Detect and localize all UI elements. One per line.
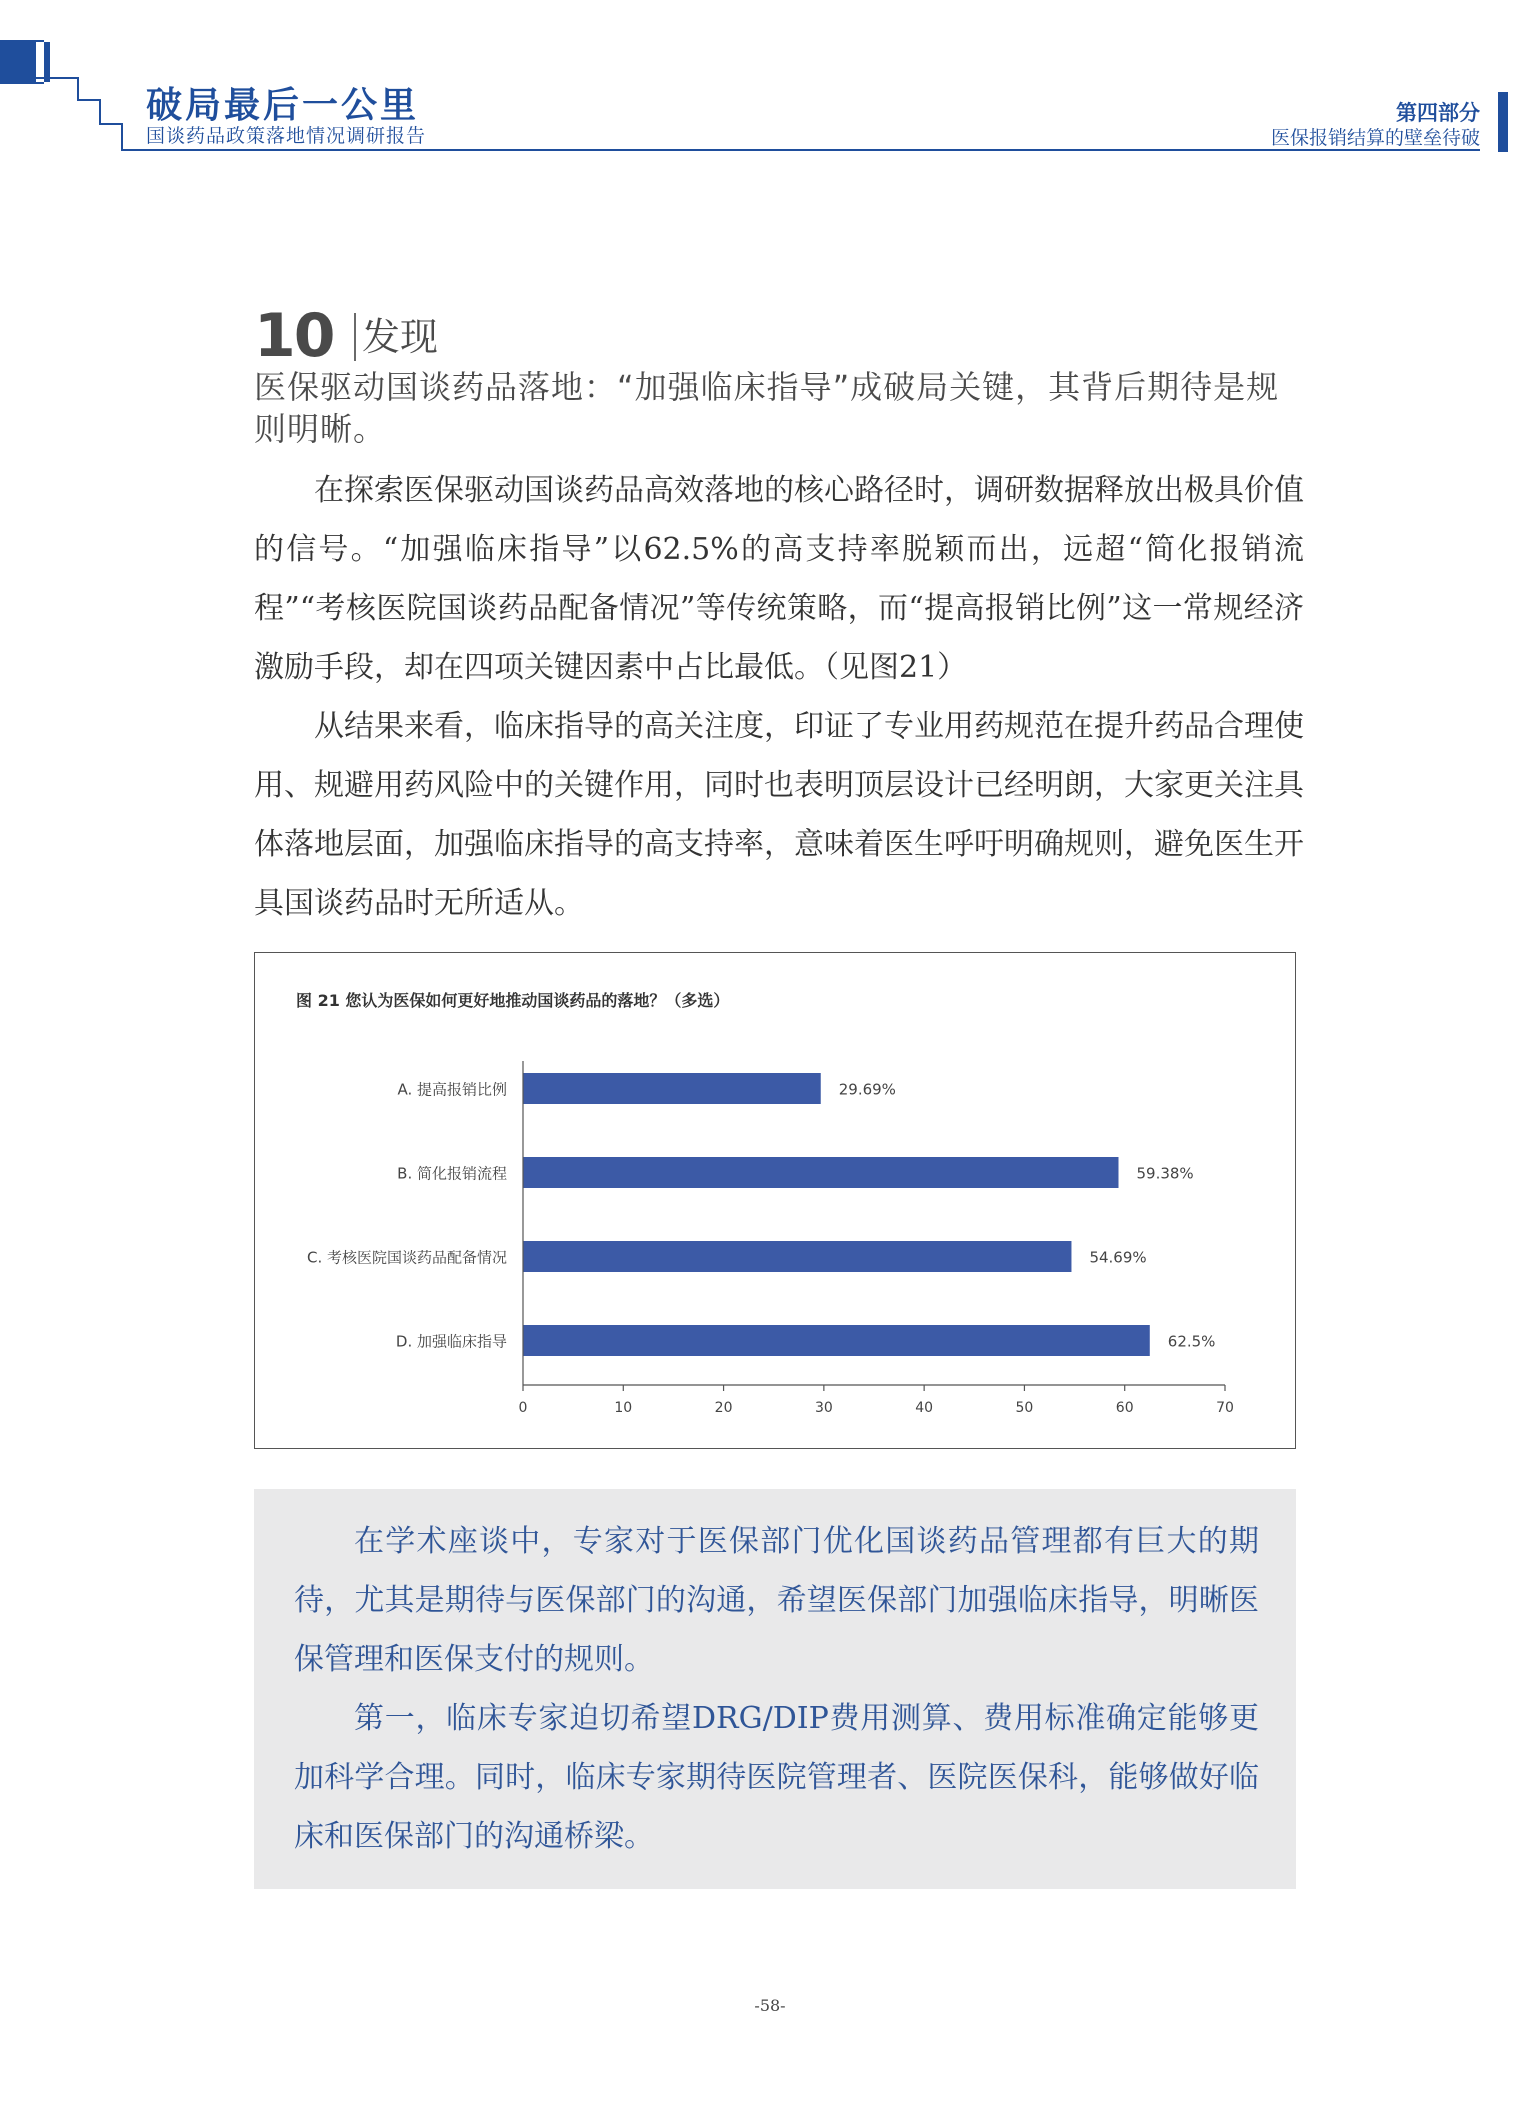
x-tick-label: 40	[915, 1400, 934, 1416]
bar	[523, 1325, 1150, 1356]
x-tick-label: 50	[1015, 1400, 1034, 1416]
note-paragraph-2: 第一，临床专家迫切希望DRG/DIP费用测算、费用标准确定能够更加科学合理。同时，临床专家期待医院管理者、医院医保科，能够做好临床和医保部门的沟通桥梁。	[294, 1701, 1259, 1854]
header-subtitle: 国谈药品政策落地情况调研报告	[146, 125, 427, 147]
data-label: 29.69%	[838, 1080, 896, 1099]
body-paragraph-1: 在探索医保驱动国谈药品高效落地的核心路径时，调研数据释放出极具价值的信号。“加强临床指导”以62.5%的高支持率脱颖而出，远超“简化报销流程”“考核医院国谈药品配备情况”等传统策略，而“提高报销比例”这一常规经济激励手段，却在四项关键因素中占比最低。（见图21）	[254, 473, 1304, 685]
x-tick-label: 70	[1216, 1400, 1234, 1416]
header-part-subtitle: 医保报销结算的壁垒待破	[1270, 127, 1480, 149]
finding-divider	[354, 313, 356, 361]
body-paragraph-2: 从结果来看，临床指导的高关注度，印证了专业用药规范在提升药品合理使用、规避用药风险中的关键作用，同时也表明顶层设计已经明朗，大家更关注具体落地层面，加强临床指导的高支持率，意味着医生呼吁明确规则，避免医生开具国谈药品时无所适从。	[254, 709, 1304, 921]
bar	[523, 1073, 821, 1104]
header-part: 第四部分	[1396, 101, 1480, 125]
finding-number: 10	[254, 301, 334, 371]
header-part-marker	[1498, 92, 1508, 152]
x-tick-label: 10	[614, 1400, 633, 1416]
note-paragraph-1: 在学术座谈中，专家对于医保部门优化国谈药品管理都有巨大的期待，尤其是期待与医保部门的沟通，希望医保部门加强临床指导，明晰医保管理和医保支付的规则。	[294, 1524, 1259, 1677]
header-title: 破局最后一公里	[146, 85, 420, 126]
data-label: 62.5%	[1167, 1332, 1216, 1351]
finding-label: 发现	[362, 315, 439, 359]
x-tick-label: 60	[1115, 1400, 1134, 1416]
bar	[523, 1157, 1118, 1188]
bar	[523, 1241, 1071, 1272]
category-label: A. 提高报销比例	[397, 1080, 507, 1099]
data-label: 54.69%	[1089, 1248, 1147, 1267]
finding-title: 医保驱动国谈药品落地：“加强临床指导”成破局关键，其背后期待是规则明晰。	[254, 368, 1280, 448]
category-label: B. 简化报销流程	[397, 1164, 507, 1183]
x-tick-label: 20	[714, 1400, 733, 1416]
category-label: D. 加强临床指导	[395, 1332, 507, 1351]
category-label: C. 考核医院国谈药品配备情况	[306, 1248, 507, 1267]
x-tick-label: 0	[518, 1400, 528, 1416]
page-number: -58-	[754, 1996, 786, 2015]
header-corner-stripe	[44, 42, 50, 82]
data-label: 59.38%	[1136, 1164, 1194, 1183]
bar-chart	[255, 1030, 1295, 1448]
x-tick-label: 30	[814, 1400, 833, 1416]
chart-title: 图 21 您认为医保如何更好地推动国谈药品的落地？（多选）	[296, 991, 730, 1010]
